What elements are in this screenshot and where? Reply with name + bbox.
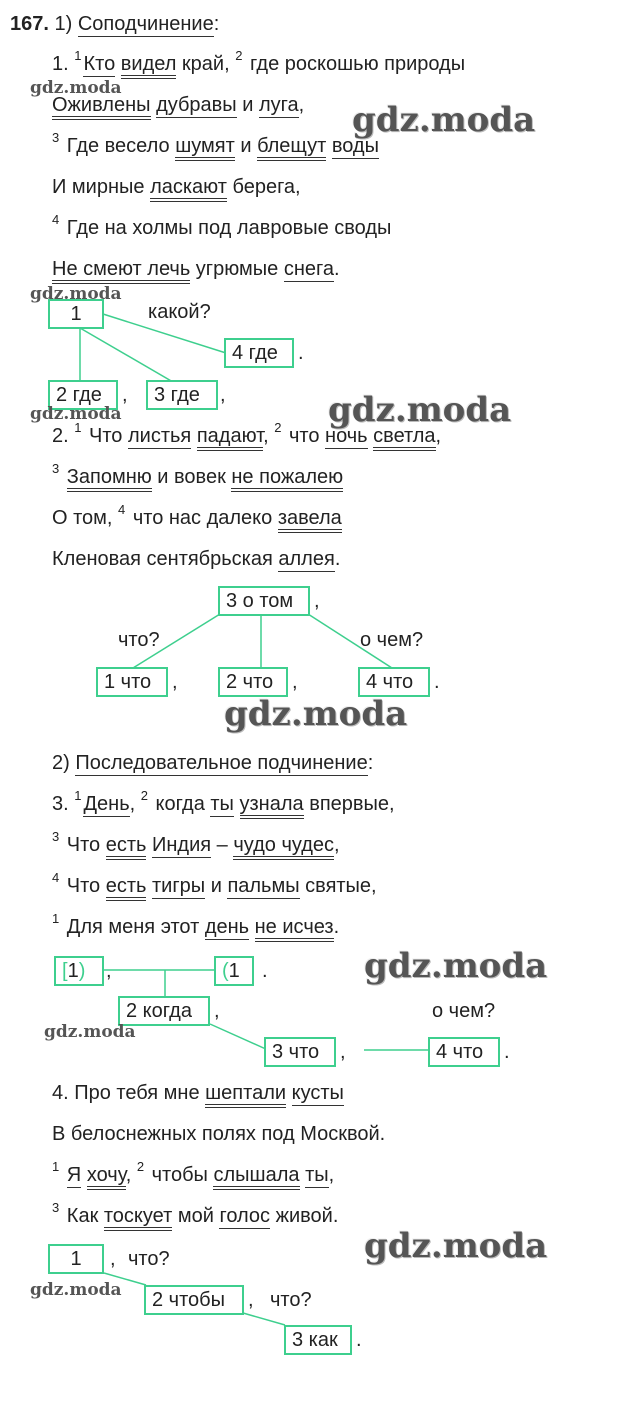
- scheme4-box-1: 1: [48, 1244, 104, 1274]
- text: ,: [298, 94, 305, 116]
- predicate: светла: [373, 425, 435, 451]
- scheme3-box-4: 4 что: [428, 1037, 500, 1067]
- text: [249, 916, 255, 938]
- ex4-line1: [52, 1081, 344, 1105]
- text: И мирные: [52, 176, 151, 198]
- ex4-line4: [52, 1200, 339, 1228]
- predicate: не пожалею: [231, 466, 343, 492]
- text: и вовек: [151, 466, 232, 488]
- subject: Я: [66, 1164, 82, 1186]
- punct: ,: [110, 1248, 116, 1270]
- text: живой.: [270, 1205, 339, 1227]
- predicate: есть: [106, 875, 147, 901]
- subject: ты: [210, 793, 234, 815]
- text: Как: [61, 1205, 104, 1227]
- text: ,: [435, 425, 442, 447]
- predicate: Не смеют лечь: [52, 258, 190, 284]
- subject: голос: [219, 1205, 271, 1227]
- clause-label: 1: [67, 960, 79, 982]
- clause-number: 4: [118, 502, 126, 517]
- predicate: падают: [197, 425, 263, 451]
- clause-number: 1: [74, 420, 82, 435]
- punct: ,: [314, 590, 320, 612]
- subject: ночь: [325, 425, 368, 447]
- text: ,: [129, 793, 141, 815]
- clause-number: 2: [136, 1159, 145, 1174]
- punct: ,: [172, 671, 178, 693]
- text: и: [205, 875, 228, 897]
- clause-label: 1: [228, 960, 240, 982]
- scheme4-box-2: 2 чтобы: [144, 1285, 244, 1315]
- task-number: 167.: [10, 13, 49, 35]
- example-number: 2.: [52, 425, 69, 447]
- clause-number: 3: [52, 461, 60, 476]
- predicate: шептали: [205, 1082, 286, 1108]
- watermark-large: gdz.moda: [328, 390, 512, 430]
- ex2-line2: [52, 461, 344, 489]
- scheme1-box-4: 4 где: [224, 338, 294, 368]
- section-title: Соподчинение: [77, 13, 214, 35]
- scheme3-box-1a: [54, 956, 104, 986]
- scheme2-box-2: 2 что: [218, 667, 288, 697]
- scheme4-question-1: что?: [128, 1248, 170, 1270]
- predicate: шумят: [175, 135, 235, 161]
- ex3-line1: [52, 788, 395, 816]
- text: [191, 425, 197, 447]
- ex4-line2: В белоснежных полях под Москвой.: [52, 1123, 386, 1145]
- punct: ,: [214, 1000, 220, 1022]
- ex3-line2: [52, 829, 340, 857]
- text: .: [333, 916, 340, 938]
- predicate: слышала: [213, 1164, 299, 1190]
- punct: .: [504, 1041, 510, 1063]
- text: край,: [176, 53, 236, 75]
- ex2-line4: [52, 547, 340, 571]
- bracket-open-icon: [: [62, 960, 68, 982]
- punct: .: [356, 1329, 362, 1351]
- subject: пальмы: [227, 875, 300, 897]
- clause-number: 2: [140, 788, 148, 803]
- bracket-open-icon: (: [222, 960, 229, 982]
- subject: тигры: [152, 875, 206, 897]
- clause-number: 3: [52, 1200, 60, 1215]
- punct: ,: [220, 384, 226, 406]
- ex3-line4: [52, 911, 340, 939]
- ex2-line3: [52, 502, 342, 530]
- punct: ,: [106, 960, 112, 982]
- scheme4-question-2: что?: [270, 1289, 312, 1311]
- clause-number: 3: [52, 829, 60, 844]
- text: впервые,: [303, 793, 395, 815]
- text: Кленовая сентябрьская: [52, 548, 279, 570]
- predicate: Оживлены: [52, 94, 151, 120]
- punct: .: [434, 671, 440, 693]
- text: Для меня этот: [61, 916, 205, 938]
- text: Про тебя мне: [74, 1082, 206, 1104]
- text: [286, 1082, 292, 1104]
- subject: воды: [331, 135, 379, 157]
- ex4-line3: [52, 1159, 335, 1187]
- scheme2-question-right: о чем?: [360, 629, 424, 651]
- text: и: [236, 94, 259, 116]
- watermark-large: gdz.moda: [352, 100, 536, 140]
- colon: :: [213, 13, 220, 35]
- text: [234, 793, 240, 815]
- text: Что: [61, 834, 106, 856]
- section-title: Последовательное подчинение: [75, 752, 368, 774]
- text: где роскошью природы: [244, 53, 466, 75]
- predicate: узнала: [240, 793, 304, 819]
- predicate: завела: [278, 507, 342, 533]
- text: [61, 1164, 67, 1186]
- text: мой: [172, 1205, 220, 1227]
- example-number: 1.: [52, 53, 69, 75]
- clause-number: 4: [52, 870, 60, 885]
- subject: Кто: [83, 53, 116, 75]
- predicate: есть: [106, 834, 147, 860]
- scheme3-box-2: 2 когда: [118, 996, 210, 1026]
- clause-number: 1: [74, 788, 82, 803]
- clause-number: 2: [274, 420, 282, 435]
- scheme3-box-1b: [214, 956, 254, 986]
- text: .: [334, 548, 341, 570]
- scheme1-box-2: 2 где: [48, 380, 118, 410]
- text: Где весело: [61, 135, 176, 157]
- section-label: 1): [54, 13, 73, 35]
- scheme3-question: о чем?: [432, 1000, 496, 1022]
- section-label: 2): [52, 752, 70, 774]
- watermark-large: gdz.moda: [364, 1226, 548, 1266]
- text: чтобы: [146, 1164, 214, 1186]
- scheme1-box-3: 3 где: [146, 380, 218, 410]
- text: ,: [334, 834, 340, 856]
- subject: ты: [305, 1164, 329, 1186]
- text: угрюмые: [190, 258, 284, 280]
- predicate: ласкают: [150, 176, 227, 202]
- example-number: 3.: [52, 793, 69, 815]
- clause-number: 1: [52, 911, 60, 926]
- predicate: видел: [121, 53, 177, 79]
- text: Что: [61, 875, 106, 897]
- text: ,: [125, 1164, 137, 1186]
- punct: ,: [292, 671, 298, 693]
- watermark-small: gdz.moda: [30, 404, 122, 424]
- scheme2-box-3: 3 о том: [218, 586, 310, 616]
- subject: кусты: [291, 1082, 344, 1104]
- subject: день: [204, 916, 250, 938]
- scheme4-box-3: 3 как: [284, 1325, 352, 1355]
- subject: День: [83, 793, 130, 815]
- text: ,: [328, 1164, 335, 1186]
- text: [81, 1164, 87, 1186]
- punct: ,: [340, 1041, 346, 1063]
- subject: листья: [128, 425, 192, 447]
- subject: аллея: [278, 548, 335, 570]
- scheme2-box-1: 1 что: [96, 667, 168, 697]
- watermark-small: gdz.moda: [30, 284, 122, 304]
- clause-number: 4: [52, 212, 60, 227]
- text: берега,: [226, 176, 301, 198]
- subject: Индия: [152, 834, 212, 856]
- predicate: чудо чудес: [233, 834, 334, 860]
- text: Где на холмы под лавровые своды: [61, 217, 392, 239]
- text: когда: [149, 793, 211, 815]
- subject: дубравы: [156, 94, 237, 116]
- text: и: [234, 135, 258, 157]
- text: –: [211, 834, 234, 856]
- text: святые,: [299, 875, 377, 897]
- punct: ,: [248, 1289, 254, 1311]
- predicate: Запомню: [67, 466, 152, 492]
- watermark-large: gdz.moda: [224, 694, 408, 734]
- ex3-line3: [52, 870, 377, 898]
- predicate: хочу: [87, 1164, 126, 1190]
- predicate: не исчез: [255, 916, 334, 942]
- clause-number: 1: [74, 48, 82, 63]
- watermark-small: gdz.moda: [44, 1022, 136, 1042]
- section2-header: [52, 751, 373, 775]
- clause-number: 3: [52, 130, 60, 145]
- punct: .: [262, 960, 268, 982]
- text: ,: [263, 425, 275, 447]
- scheme2-box-4: 4 что: [358, 667, 430, 697]
- subject: луга: [258, 94, 299, 116]
- predicate: блещут: [257, 135, 326, 161]
- scheme2-question-left: что?: [118, 629, 160, 651]
- scheme3-box-3: 3 что: [264, 1037, 336, 1067]
- example-number: 4.: [52, 1082, 69, 1104]
- text: Что: [83, 425, 128, 447]
- text: что: [283, 425, 326, 447]
- clause-number: 2: [235, 48, 243, 63]
- subject: снега: [283, 258, 334, 280]
- scheme1-question: какой?: [148, 301, 211, 323]
- text: О том,: [52, 507, 119, 529]
- punct: ,: [122, 384, 128, 406]
- clause-number: 1: [52, 1159, 60, 1174]
- watermark-large: gdz.moda: [364, 946, 548, 986]
- watermark-small: gdz.moda: [30, 78, 122, 98]
- bracket-close-icon: ): [78, 960, 86, 982]
- scheme1-box-1: 1: [48, 299, 104, 329]
- text: что нас далеко: [127, 507, 278, 529]
- text: [61, 466, 67, 488]
- predicate: тоскует: [104, 1205, 172, 1231]
- punct: .: [298, 342, 304, 364]
- colon: :: [367, 752, 374, 774]
- watermark-small: gdz.moda: [30, 1280, 122, 1300]
- text: .: [333, 258, 340, 280]
